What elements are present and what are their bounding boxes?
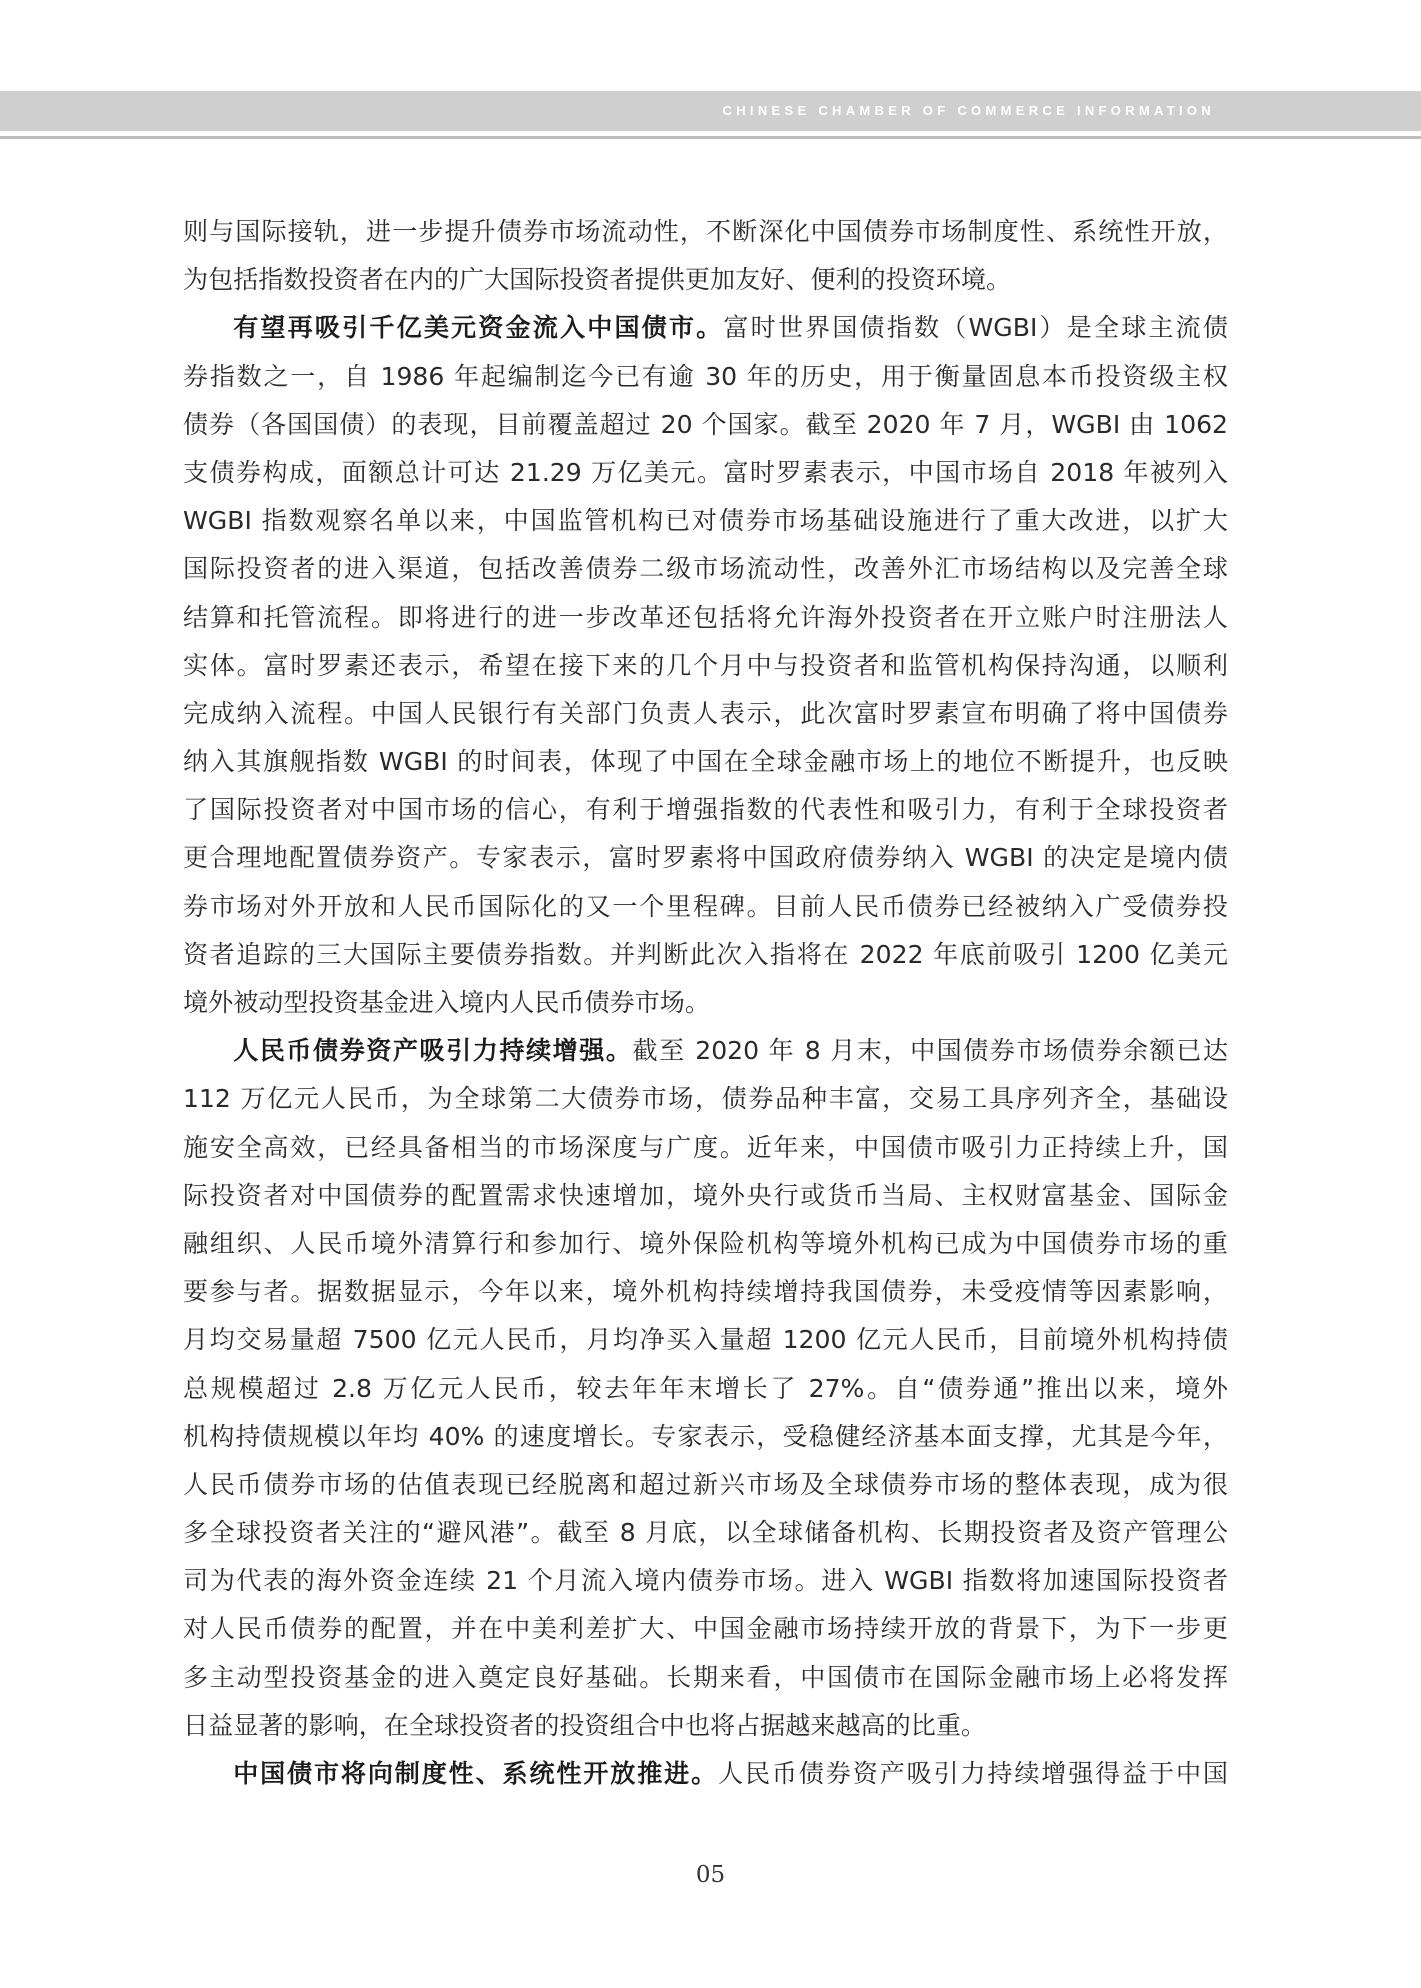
text-line: 则与国际接轨，进一步提升债券市场流动性，不断深化中国债券市场制度性、系统性开放， [183,217,1228,246]
text-line: 多主动型投资基金的进入奠定良好基础。长期来看，中国债市在国际金融市场上必将发挥 [183,1662,1228,1692]
text-line: 结算和托管流程。即将进行的进一步改革还包括将允许海外投资者在开立账户时注册法人 [183,602,1228,632]
text-line: 为包括指数投资者在内的广大国际投资者提供更加友好、便利的投资环境。 [183,265,1012,295]
text-line: 月均交易量超 7500 亿元人民币，月均净买入量超 1200 亿元人民币，目前境外机构持债 [183,1325,1228,1355]
running-header-band [0,91,1421,131]
text-line: 债券（各国国债）的表现，目前覆盖超过 20 个国家。截至 2020 年 7 月，WGBI 由 1062 [183,409,1228,439]
text-line: 人民币债券市场的估值表现已经脱离和超过新兴市场及全球债券市场的整体表现，成为很 [183,1469,1228,1499]
text-line: 融组织、人民币境外清算行和参加行、境外保险机构等境外机构已成为中国债券市场的重 [183,1228,1228,1258]
text-line: WGBI 指数观察名单以来，中国监管机构已对债券市场基础设施进行了重大改进，以扩大 [183,506,1228,536]
paragraph [183,1750,1228,1798]
text-line: 总规模超过 2.8 万亿元人民币，较去年年末增长了 27%。自“债券通”推出以来，境外 [183,1373,1228,1403]
text-line: 日益显著的影响，在全球投资者的投资组合中也将占据越来越高的比重。 [183,1710,987,1740]
text-line: 施安全高效，已经具备相当的市场深度与广度。近年来，中国债市吸引力正持续上升，国 [183,1132,1228,1162]
paragraph [183,1027,1228,1750]
paragraph-lead: 人民币债券资产吸引力持续增强。 [233,1036,633,1066]
text-line: 境外被动型投资基金进入境内人民币债券市场。 [183,988,710,1017]
first-line-text: 人民币债券资产吸引力持续增强得益于中国 [718,1759,1228,1788]
text-line: 112 万亿元人民币，为全球第二大债券市场，债券品种丰富，交易工具序列齐全，基础设 [183,1084,1228,1114]
text-line: 资者追踪的三大国际主要债券指数。并判断此次入指将在 2022 年底前吸引 1200 亿美元 [183,939,1228,969]
paragraph-first-line [183,304,1228,352]
page-number: 05 [695,1862,726,1888]
text-line: 实体。富时罗素还表示，希望在接下来的几个月中与投资者和监管机构保持沟通，以顺利 [183,650,1228,680]
running-header-title: CHINESE CHAMBER OF COMMERCE INFORMATION [722,103,1215,118]
text-line: 券市场对外开放和人民币国际化的又一个里程碑。目前人民币债券已经被纳入广受债券投 [183,891,1228,921]
text-line: 纳入其旗舰指数 WGBI 的时间表，体现了中国在全球金融市场上的地位不断提升，也反映 [183,747,1228,777]
text-line: 支债券构成，面额总计可达 21.29 万亿美元。富时罗素表示，中国市场自 2018 年被列入 [183,457,1228,487]
text-line: 更合理地配置债券资产。专家表示，富时罗素将中国政府债券纳入 WGBI 的决定是境内债 [183,843,1228,873]
text-line: 了国际投资者对中国市场的信心，有利于增强指数的代表性和吸引力，有利于全球投资者 [183,795,1228,825]
paragraph-first-line [183,1750,1228,1798]
text-line: 要参与者。据数据显示，今年以来，境外机构持续增持我国债券，未受疫情等因素影响， [183,1277,1228,1307]
text-line: 机构持债规模以年均 40% 的速度增长。专家表示，受稳健经济基本面支撑，尤其是今年， [183,1421,1228,1451]
text-line: 多全球投资者关注的“避风港”。截至 8 月底，以全球储备机构、长期投资者及资产管理公 [183,1518,1228,1548]
paragraph-lead: 中国债市将向制度性、系统性开放推进。 [233,1759,719,1788]
text-line: 对人民币债券的配置，并在中美利差扩大、中国金融市场持续开放的背景下，为下一步更 [183,1614,1228,1644]
text-line: 国际投资者的进入渠道，包括改善债券二级市场流动性，改善外汇市场结构以及完善全球 [183,554,1228,584]
article-body [183,208,1228,1798]
text-line: 完成纳入流程。中国人民银行有关部门负责人表示，此次富时罗素宣布明确了将中国债券 [183,698,1228,728]
text-line: 司为代表的海外资金连续 21 个月流入境内债券市场。进入 WGBI 指数将加速国际投资者 [183,1566,1228,1596]
first-line-text: 富时世界国债指数（WGBI）是全球主流债 [723,313,1228,343]
paragraph-lead: 有望再吸引千亿美元资金流入中国债市。 [233,313,724,343]
text-line: 券指数之一，自 1986 年起编制迄今已有逾 30 年的历史，用于衡量固息本币投资级主权 [183,361,1228,391]
first-line-text: 截至 2020 年 8 月末，中国债券市场债券余额已达 [632,1036,1228,1066]
paragraph [183,304,1228,1027]
paragraph [183,208,1228,304]
header-divider [0,136,1421,139]
paragraph-first-line [183,1027,1228,1075]
text-line: 际投资者对中国债券的配置需求快速增加，境外央行或货币当局、主权财富基金、国际金 [183,1180,1228,1210]
